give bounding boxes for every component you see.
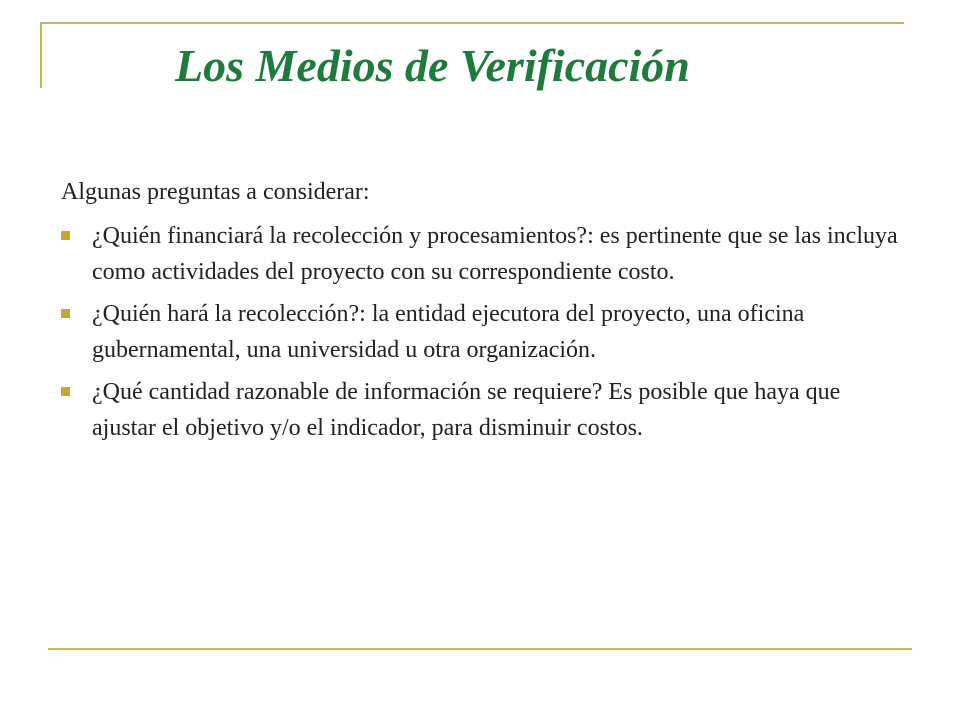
bullet-item (61, 296, 904, 368)
frame-left-rule (40, 22, 42, 88)
square-bullet-icon (61, 309, 70, 318)
square-bullet-icon (61, 231, 70, 240)
bullet-text: ¿Quién hará la recolección?: la entidad ejecutora del proyecto, una oficina gubernamental, una universidad u otra organización. (92, 301, 805, 363)
frame-bottom-rule (48, 648, 912, 650)
square-bullet-icon (61, 387, 70, 396)
bullet-list (61, 218, 911, 446)
slide-content (61, 174, 911, 452)
bullet-item (61, 374, 904, 446)
frame-top-rule (40, 22, 904, 24)
bullet-text: ¿Quién financiará la recolección y procesamientos?: es pertinente que se las incluya como actividades del proyecto con su correspondiente costo. (92, 223, 898, 285)
bullet-item (61, 218, 904, 290)
intro-text: Algunas preguntas a considerar: (61, 179, 370, 205)
bullet-text: ¿Qué cantidad razonable de información se requiere? Es posible que haya que ajustar el objetivo y/o el indicador, para disminuir costos. (92, 379, 841, 441)
slide-title: Los Medios de Verificación (175, 40, 690, 91)
